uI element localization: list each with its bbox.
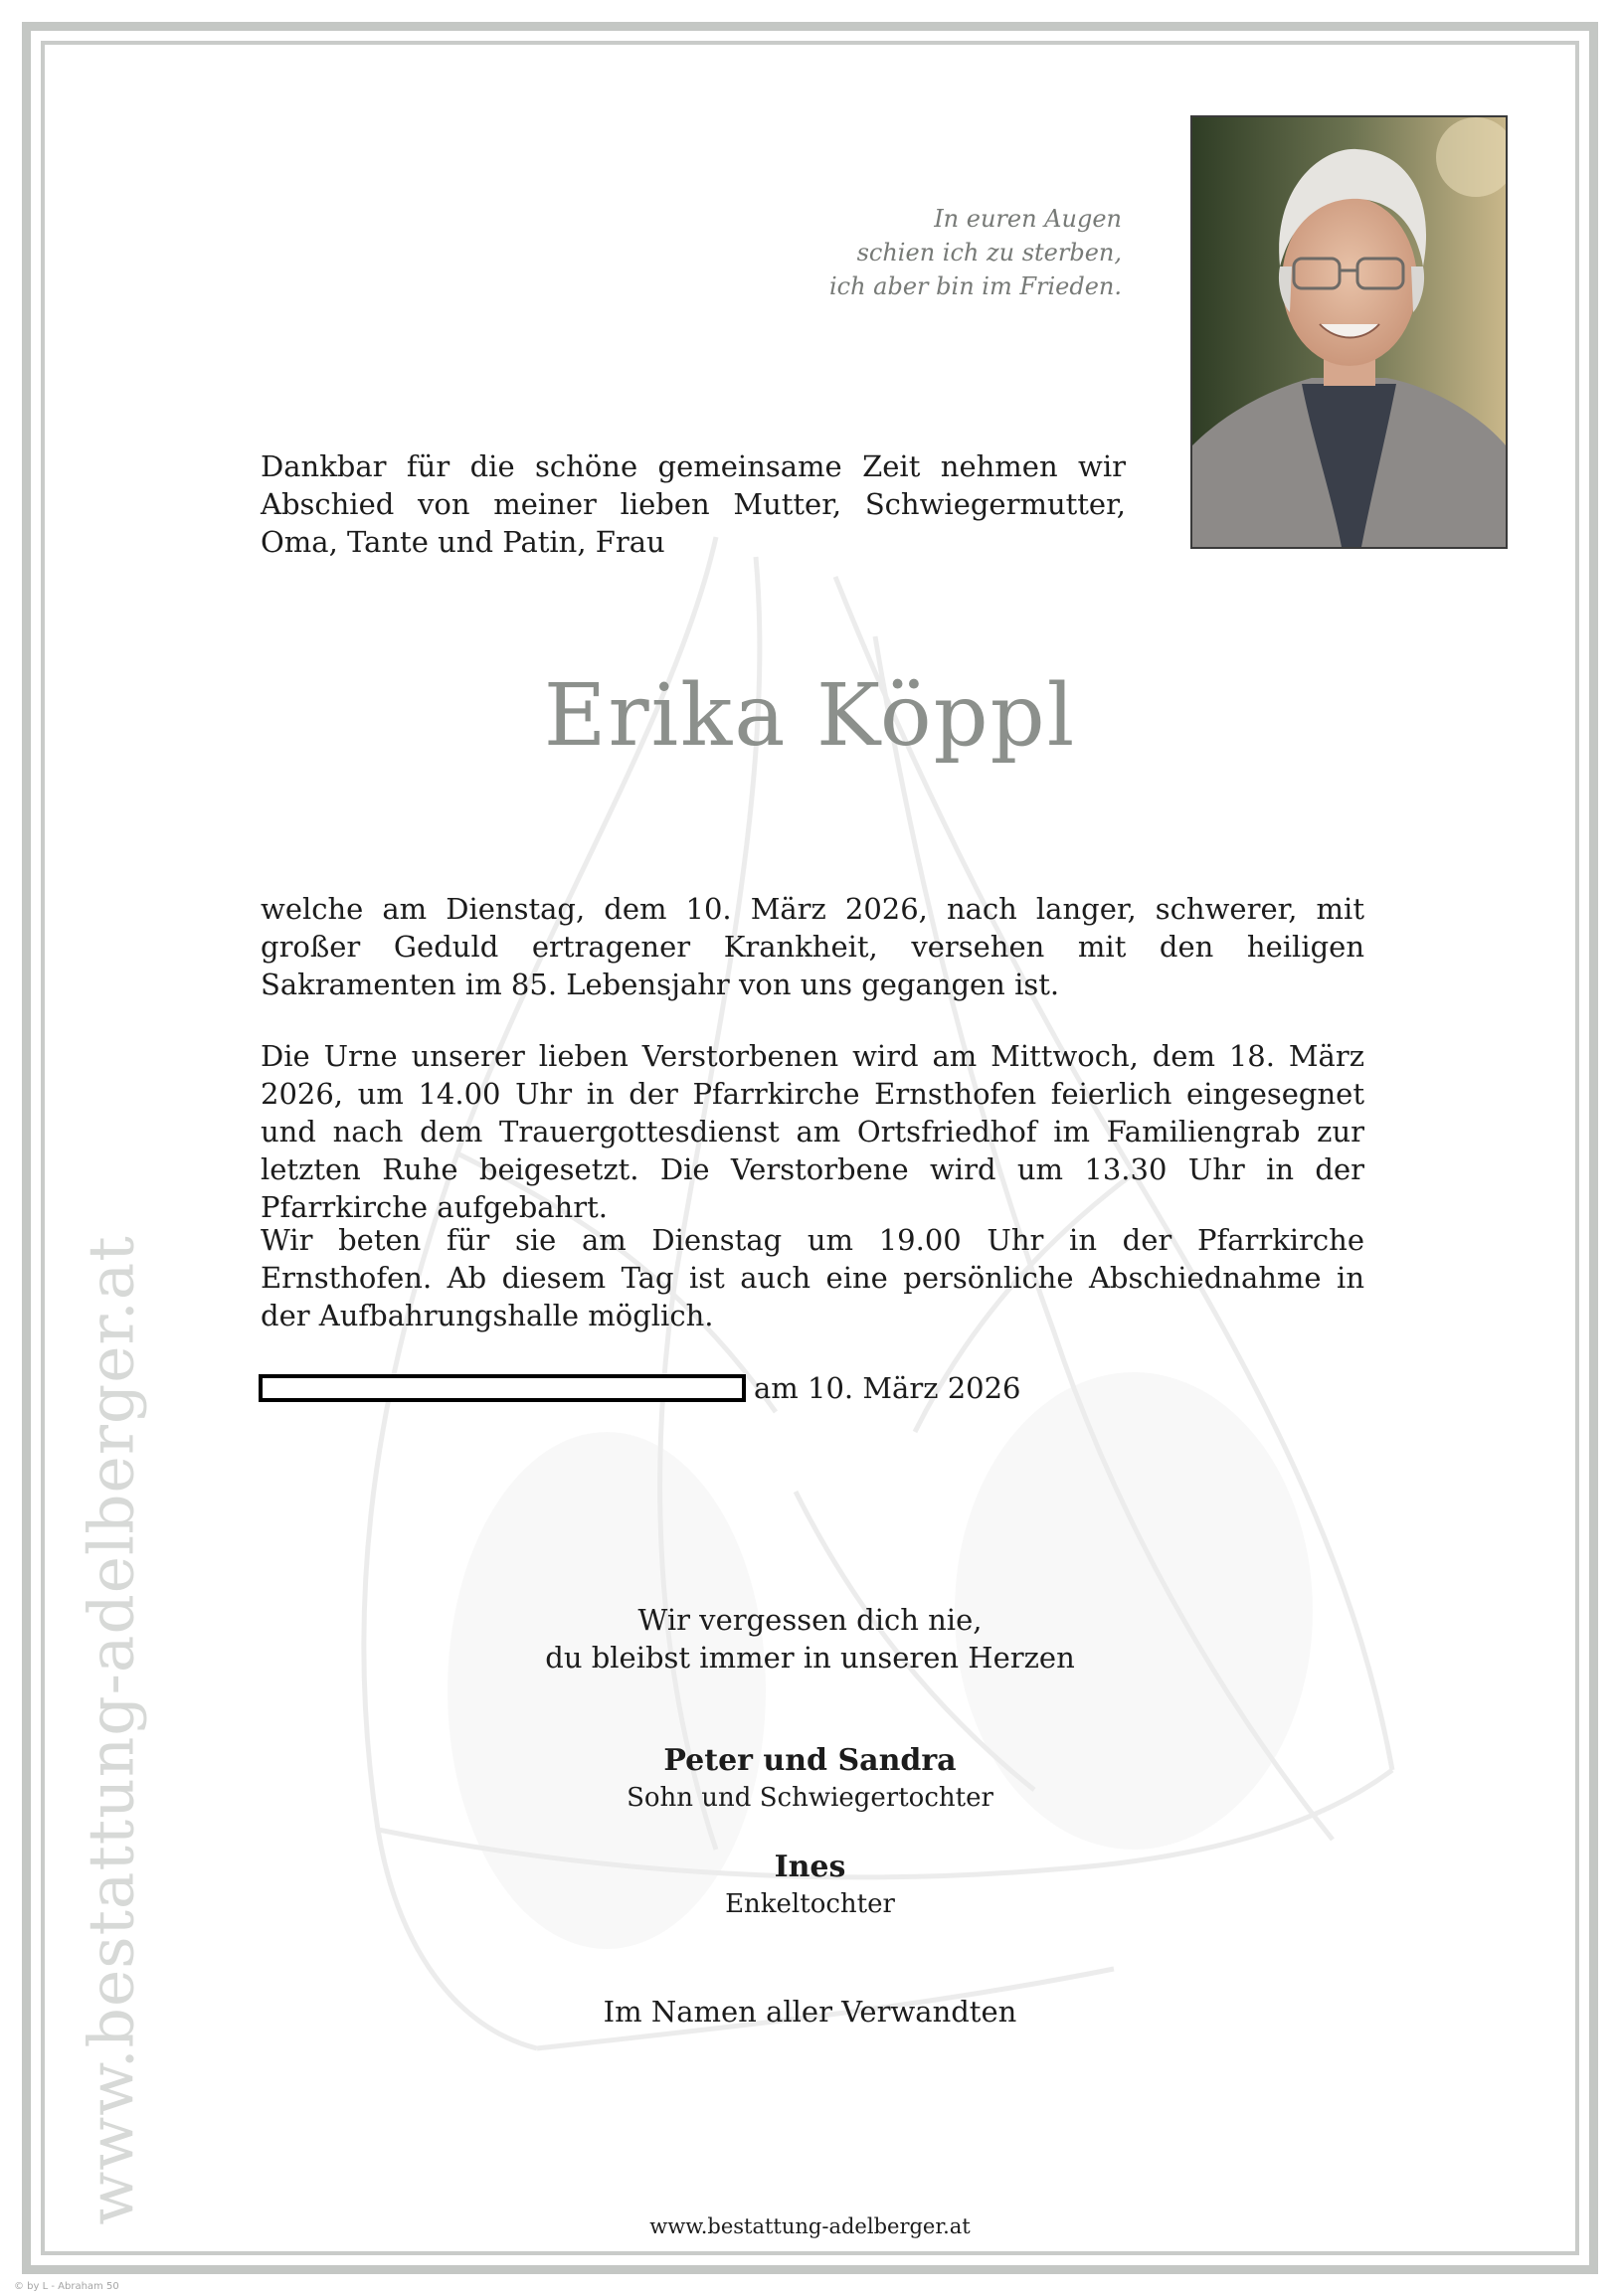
intro-text: Dankbar für die schöne gemeinsame Zeit nehmen wir Abschied von meiner lieben Mutter, Schwiegermutter, Oma, Tante und Patin, Frau <box>261 449 1126 559</box>
closing-poem <box>0 1601 1620 1677</box>
quote-line: In euren Augen <box>934 205 1122 233</box>
funeral-details-paragraph: Die Urne unserer lieben Verstorbenen wird am Mittwoch, dem 18. März 2026, um 14.00 Uhr in der Pfarrkirche Ernsthofen feierlich eingesegnet und nach dem Trauergottesdienst am Ortsfriedhof im Familiengrab zur letzten Ruhe beigesetzt. Die Verstorbene wird um 13.30 Uhr in der Pfarrkirche aufgebahrt. <box>261 1039 1364 1224</box>
death-notice-paragraph: welche am Dienstag, dem 10. März 2026, nach langer, schwerer, mit großer Geduld ertragener Krankheit, versehen mit den heiligen Sakramenten im 85. Lebensjahr von uns gegangen ist. <box>261 892 1364 1001</box>
signoff-text: Im Namen aller Verwandten <box>603 1995 1017 2029</box>
mourner-relation: Enkeltochter <box>725 1889 895 1919</box>
prayer-details-paragraph: Wir beten für sie am Dienstag um 19.00 Uhr in der Pfarrkirche Ernsthofen. Ab diesem Tag ist auch eine persönliche Abschiednahme in der Aufbahrungshalle möglich. <box>261 1223 1364 1332</box>
poem-line: du bleibst immer in unseren Herzen <box>545 1641 1075 1675</box>
quote-line: schien ich zu sterben, <box>856 239 1122 266</box>
poem-line: Wir vergessen dich nie, <box>637 1603 983 1637</box>
memorial-quote <box>696 202 1122 303</box>
deceased-name: Erika Köppl <box>543 666 1077 766</box>
mourner-relation: Sohn und Schwiegertochter <box>627 1783 993 1813</box>
mourner-name: Peter und Sandra <box>663 1743 957 1778</box>
death-date: am 10. März 2026 <box>754 1371 1021 1405</box>
copyright-note: © by L - Abraham 50 <box>14 2281 119 2292</box>
portrait-photo <box>1190 115 1508 549</box>
footer-website: www.bestattung-adelberger.at <box>649 2214 971 2238</box>
quote-line: ich aber bin im Frieden. <box>828 272 1122 300</box>
mourner-name: Ines <box>774 1850 846 1884</box>
side-website-watermark: www.bestattung-adelberger.at <box>75 1235 148 2225</box>
place-date-line <box>259 1370 1021 1406</box>
redacted-place-box <box>259 1374 746 1402</box>
